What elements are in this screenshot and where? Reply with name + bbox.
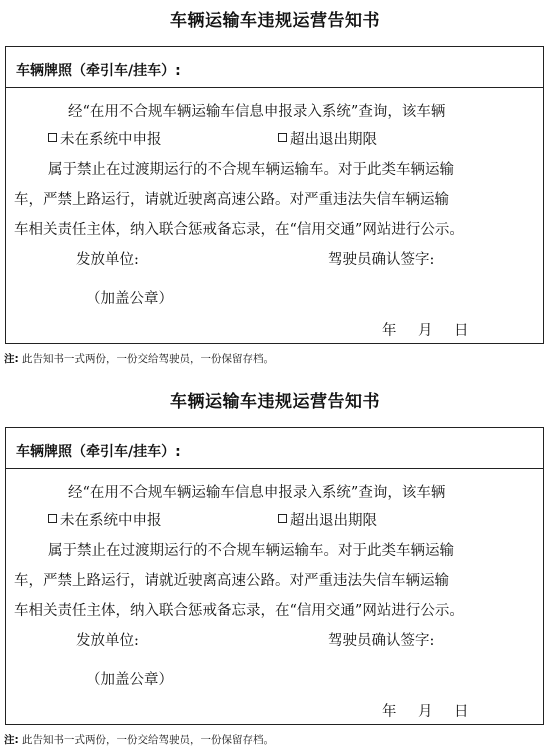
footnote-prefix: 注: <box>4 734 19 746</box>
checkbox-not-reported[interactable] <box>48 514 57 523</box>
plate-label: 车辆牌照（牵引车/挂车）: <box>16 444 181 460</box>
plate-label: 车辆牌照（牵引车/挂车）: <box>16 63 181 79</box>
date-day: 日 <box>454 704 469 720</box>
plate-row <box>6 47 543 88</box>
seal-label: （加盖公章） <box>86 291 173 307</box>
footnote <box>4 732 274 747</box>
paragraph-line-1: 属于禁止在过渡期运行的不合规车辆运输车。对于此类车辆运输 <box>48 543 454 559</box>
option-not-reported-label: 未在系统中申报 <box>60 132 162 148</box>
paragraph-line-1: 属于禁止在过渡期运行的不合规车辆运输车。对于此类车辆运输 <box>48 162 454 178</box>
date-year: 年 <box>382 704 397 720</box>
option-overdue <box>278 509 377 530</box>
driver-signature-label: 驾驶员确认签字: <box>328 252 435 268</box>
checkbox-overdue[interactable] <box>278 133 287 142</box>
plate-row <box>6 428 543 469</box>
footnote-prefix: 注: <box>4 353 19 365</box>
paragraph-line-2: 车，严禁上路运行，请就近驶离高速公路。对严重违法失信车辆运输 <box>14 192 449 208</box>
footnote <box>4 351 274 366</box>
option-not-reported <box>48 128 162 149</box>
option-overdue-label: 超出退出期限 <box>290 513 377 529</box>
option-not-reported <box>48 509 162 530</box>
option-overdue <box>278 128 377 149</box>
query-line: 经“在用不合规车辆运输车信息申报录入系统”查询，该车辆 <box>68 485 446 501</box>
checkbox-overdue[interactable] <box>278 514 287 523</box>
date-month: 月 <box>418 704 433 720</box>
footnote-text: 此告知书一式两份，一份交给驾驶员，一份保留存档。 <box>22 353 275 365</box>
paragraph-line-2: 车，严禁上路运行，请就近驶离高速公路。对严重违法失信车辆运输 <box>14 573 449 589</box>
paragraph-line-3: 车相关责任主体，纳入联合惩戒备忘录，在“信用交通”网站进行公示。 <box>14 603 464 619</box>
footnote-text: 此告知书一式两份，一份交给驾驶员，一份保留存档。 <box>22 734 275 746</box>
notice-box <box>5 46 544 344</box>
notice-title: 车辆运输车违规运营告知书 <box>170 11 380 31</box>
issuer-label: 发放单位: <box>76 252 139 268</box>
notice-box <box>5 427 544 725</box>
date-year: 年 <box>382 323 397 339</box>
date-month: 月 <box>418 323 433 339</box>
option-not-reported-label: 未在系统中申报 <box>60 513 162 529</box>
driver-signature-label: 驾驶员确认签字: <box>328 633 435 649</box>
date-day: 日 <box>454 323 469 339</box>
option-overdue-label: 超出退出期限 <box>290 132 377 148</box>
query-line: 经“在用不合规车辆运输车信息申报录入系统”查询，该车辆 <box>68 104 446 120</box>
notice-title: 车辆运输车违规运营告知书 <box>170 392 380 412</box>
paragraph-line-3: 车相关责任主体，纳入联合惩戒备忘录，在“信用交通”网站进行公示。 <box>14 222 464 238</box>
seal-label: （加盖公章） <box>86 672 173 688</box>
issuer-label: 发放单位: <box>76 633 139 649</box>
checkbox-not-reported[interactable] <box>48 133 57 142</box>
